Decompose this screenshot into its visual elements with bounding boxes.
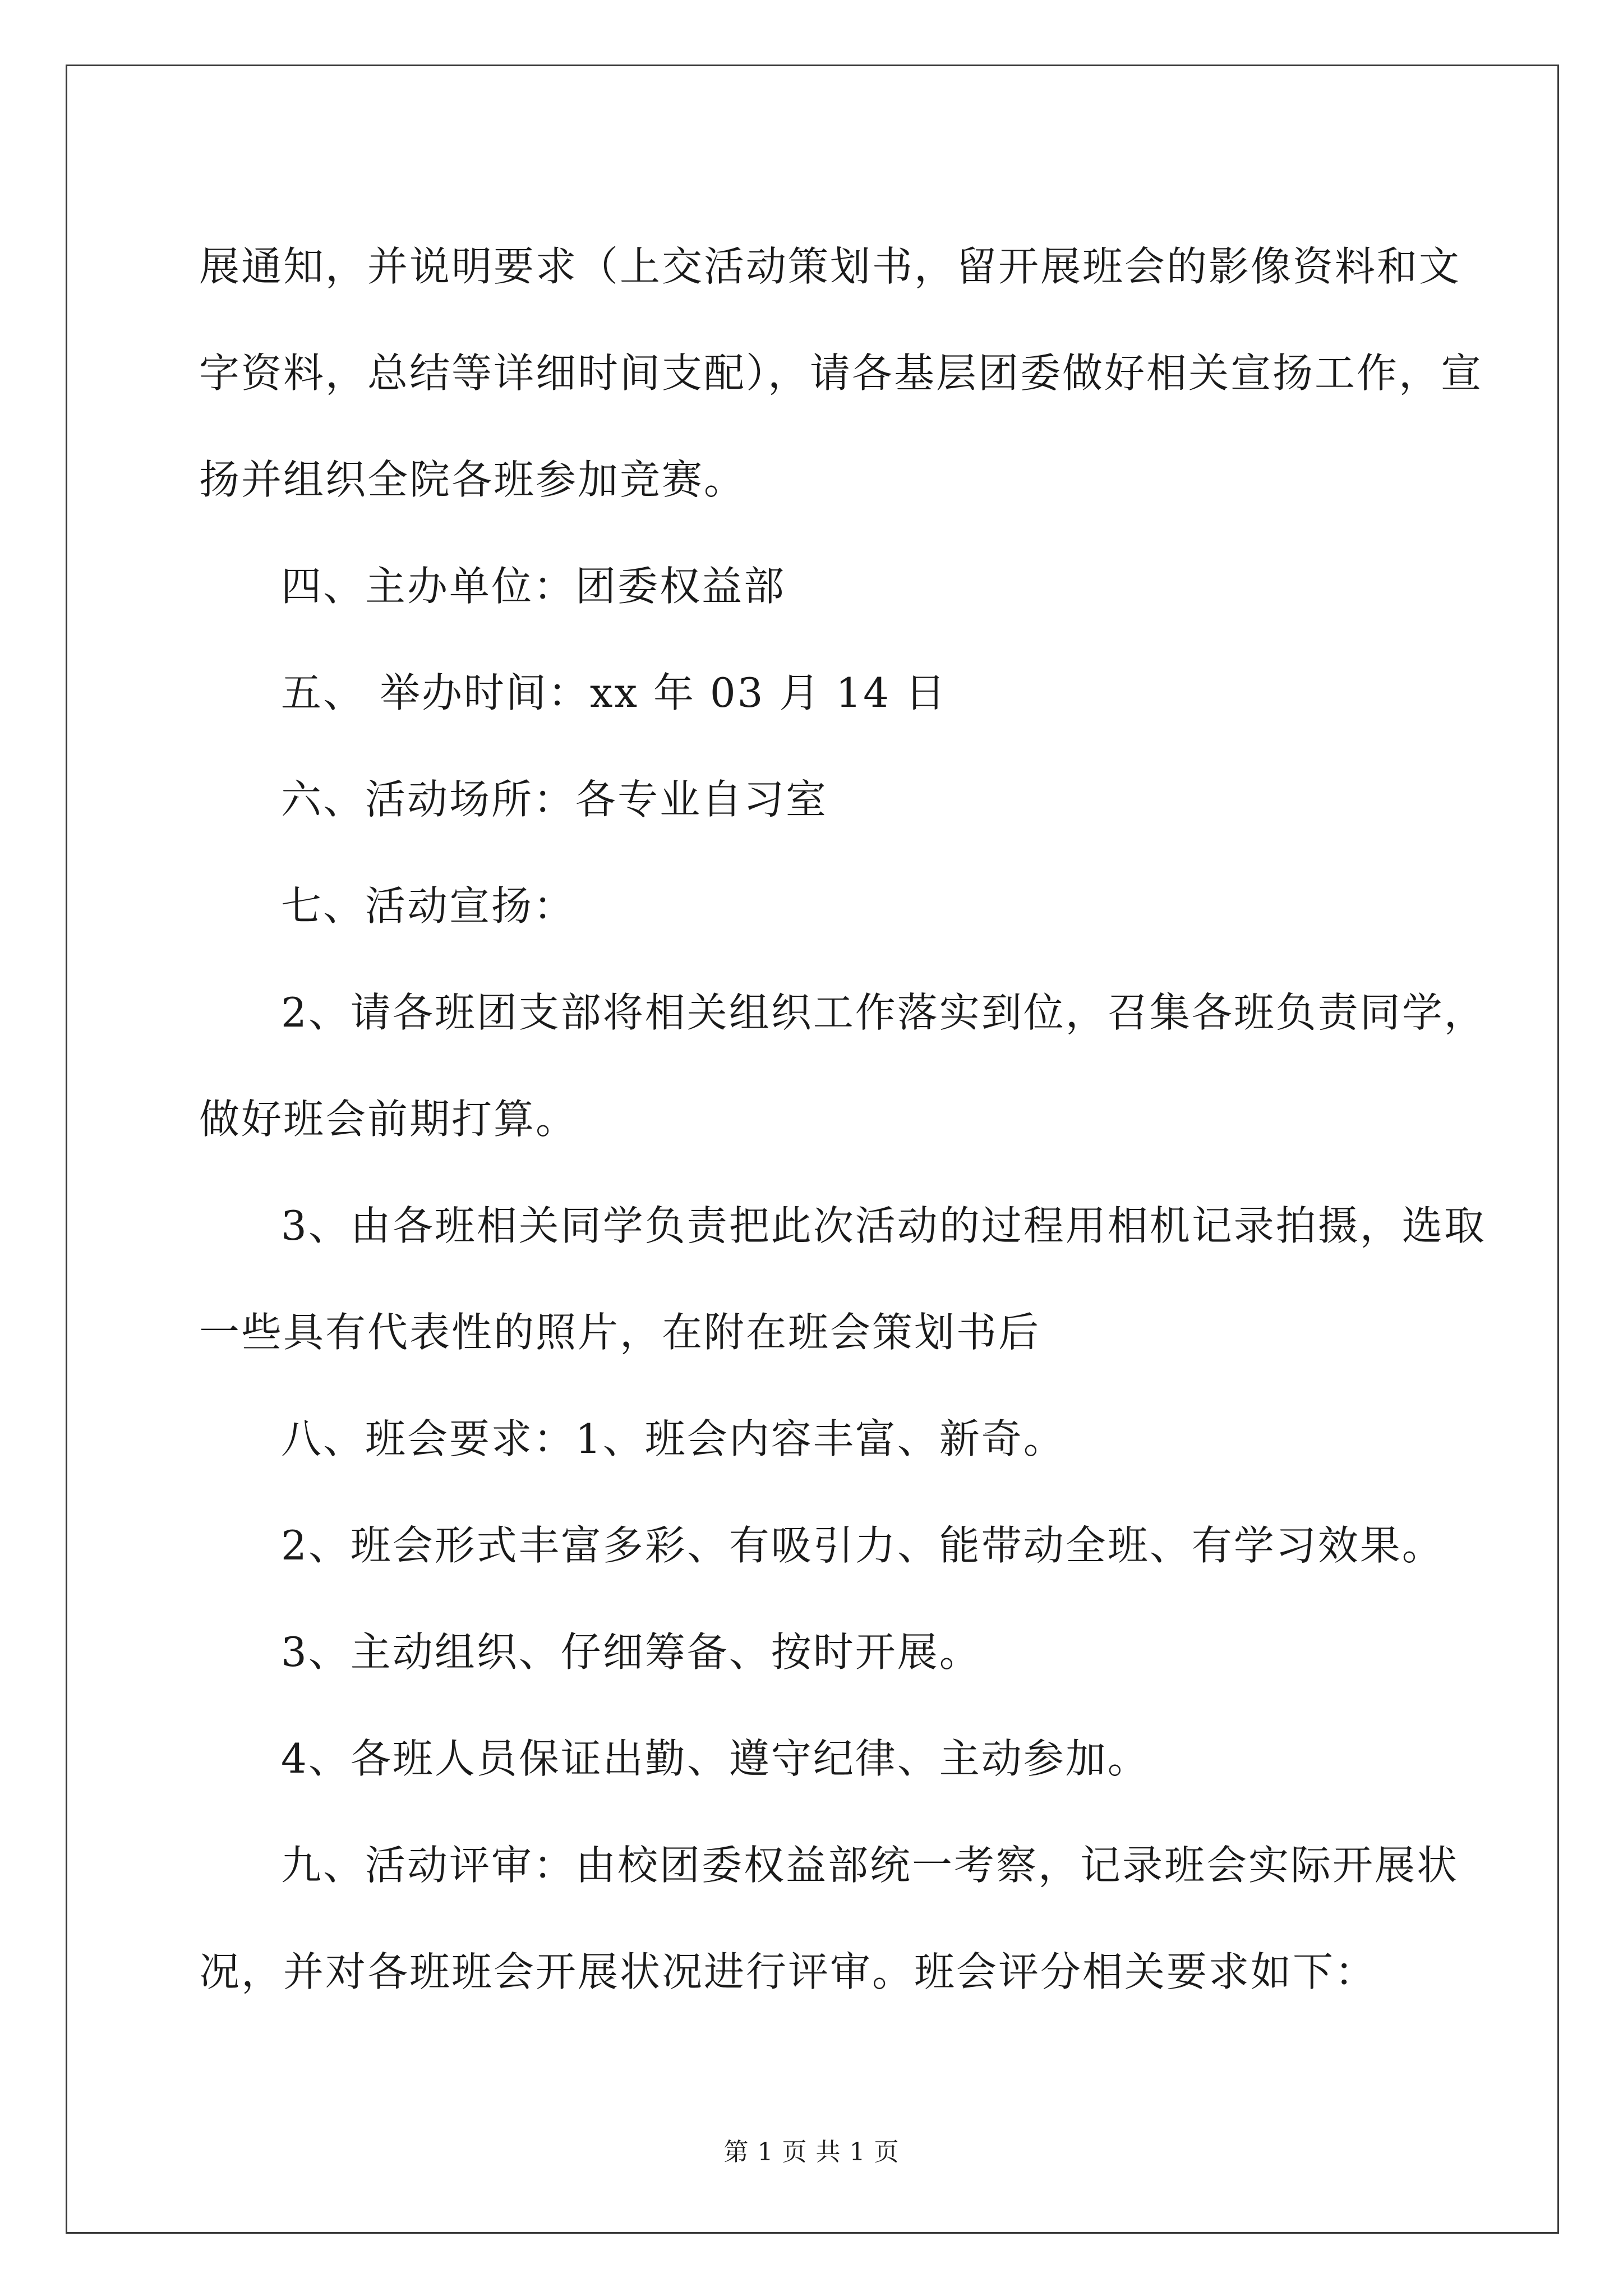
publicity-item-3-line-2: 一些具有代表性的照片，在附在班会策划书后 xyxy=(199,1309,1041,1356)
section-venue: 六、活动场所：各专业自习室 xyxy=(281,776,828,823)
publicity-item-2-line-1: 2、请各班团支部将相关组织工作落实到位，召集各班负责同学， xyxy=(281,989,1486,1036)
paragraph-notice-line-3: 扬并组织全院各班参加竞赛。 xyxy=(199,456,746,503)
section-evaluation-line-2: 况，并对各班班会开展状况进行评审。班会评分相关要求如下： xyxy=(199,1948,1377,1995)
page-footer: 第 1 页 共 1 页 xyxy=(723,2138,900,2166)
section-evaluation-line-1: 九、活动评审：由校团委权益部统一考察，记录班会实际开展状 xyxy=(281,1842,1459,1889)
requirement-item-2: 2、班会形式丰富多彩、有吸引力、能带动全班、有学习效果。 xyxy=(281,1522,1444,1569)
section-requirements: 八、班会要求：1、班会内容丰富、新奇。 xyxy=(281,1415,1066,1462)
document-body xyxy=(199,213,1486,2025)
publicity-item-2-line-2: 做好班会前期打算。 xyxy=(199,1096,578,1143)
section-time: 五、 举办时间：xx 年 03 月 14 日 xyxy=(281,669,947,716)
publicity-item-3-line-1: 3、由各班相关同学负责把此次活动的过程用相机记录拍摄，选取 xyxy=(281,1202,1486,1249)
requirement-item-4: 4、各班人员保证出勤、遵守纪律、主动参加。 xyxy=(281,1735,1150,1782)
paragraph-notice-line-1: 展通知，并说明要求（上交活动策划书，留开展班会的影像资料和文 xyxy=(199,243,1461,290)
requirement-item-3: 3、主动组织、仔细筹备、按时开展。 xyxy=(281,1628,981,1676)
paragraph-notice-line-2: 字资料，总结等详细时间支配），请各基层团委做好相关宣扬工作，宣 xyxy=(199,349,1483,397)
section-organizer: 四、主办单位：团委权益部 xyxy=(281,563,786,610)
section-publicity-heading: 七、活动宣扬： xyxy=(281,882,576,930)
